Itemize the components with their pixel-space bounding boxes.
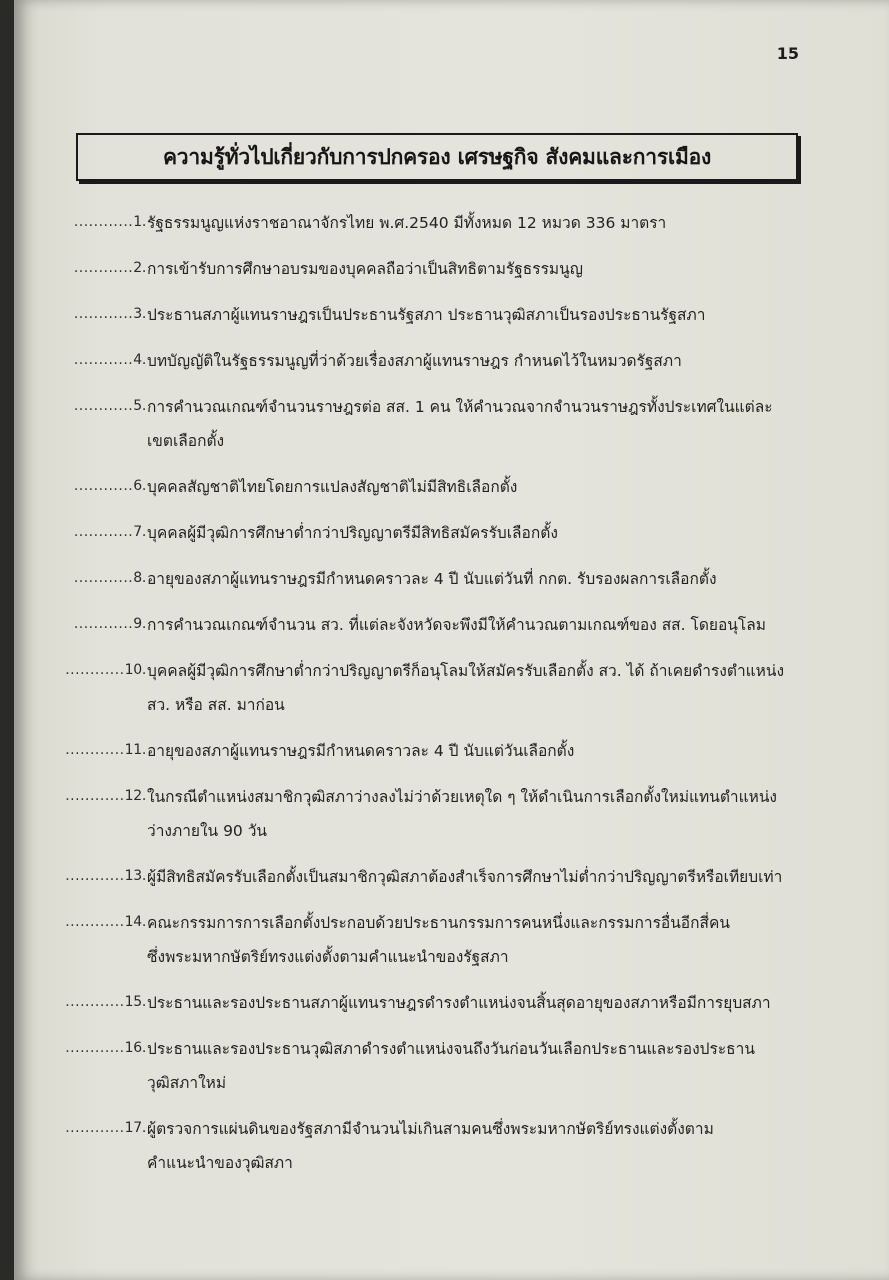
item-number: 9. <box>133 616 146 632</box>
list-item-first-line <box>14 779 889 813</box>
statement-text: ว่างภายใน 90 วัน <box>147 821 268 840</box>
list-item-continuation-line <box>14 423 889 457</box>
statement-text: บุคคลผู้มีวุฒิการศึกษาต่ำกว่าปริญญาตรีมีสิทธิสมัครรับเลือกตั้ง <box>147 523 558 542</box>
answer-blank-and-number[interactable] <box>65 662 146 678</box>
answer-blank-and-number[interactable] <box>65 994 146 1010</box>
list-item-first-line <box>14 469 889 503</box>
answer-blank[interactable]: ............ <box>73 214 134 230</box>
answer-blank[interactable]: ............ <box>65 742 125 758</box>
item-number: 17. <box>124 1120 146 1136</box>
answer-blank[interactable]: ............ <box>73 616 134 632</box>
item-number: 8. <box>133 570 146 586</box>
list-item-first-line <box>14 653 889 687</box>
statement-text: ประธานสภาผู้แทนราษฎรเป็นประธานรัฐสภา ประธานวุฒิสภาเป็นรองประธานรัฐสภา <box>147 305 706 324</box>
item-number: 12. <box>124 788 146 804</box>
answer-blank[interactable]: ............ <box>65 994 125 1010</box>
list-item-first-line <box>14 859 889 893</box>
list-item <box>14 733 889 767</box>
item-number: 3. <box>133 306 146 322</box>
answer-blank-and-number[interactable] <box>65 868 146 884</box>
item-number: 6. <box>133 478 146 494</box>
answer-blank[interactable]: ............ <box>65 788 125 804</box>
list-item-first-line <box>14 343 889 377</box>
answer-blank-and-number[interactable] <box>65 1120 146 1136</box>
statement-text: ผู้มีสิทธิสมัครรับเลือกตั้งเป็นสมาชิกวุฒิสภาต้องสำเร็จการศึกษาไม่ต่ำกว่าปริญญาตรีหรือเทียบเท่า <box>147 867 783 886</box>
statement-text: ในกรณีตำแหน่งสมาชิกวุฒิสภาว่างลงไม่ว่าด้วยเหตุใด ๆ ให้ดำเนินการเลือกตั้งใหม่แทนตำแหน่ง <box>147 787 778 806</box>
statement-text: วุฒิสภาใหม่ <box>147 1073 227 1092</box>
list-item <box>14 985 889 1019</box>
item-number: 11. <box>124 742 146 758</box>
list-item <box>14 779 889 847</box>
answer-blank-and-number[interactable] <box>74 398 146 414</box>
list-item <box>14 905 889 973</box>
statement-text: การคำนวณเกณฑ์จำนวน สว. ที่แต่ละจังหวัดจะพึงมีให้คำนวณตามเกณฑ์ของ สส. โดยอนุโลม <box>147 615 766 634</box>
statement-text: บทบัญญัติในรัฐธรรมนูญที่ว่าด้วยเรื่องสภาผู้แทนราษฎร กำหนดไว้ในหมวดรัฐสภา <box>147 351 682 370</box>
list-item <box>14 251 889 285</box>
list-item <box>14 515 889 549</box>
answer-blank-and-number[interactable] <box>65 788 146 804</box>
statement-list <box>14 205 889 1191</box>
item-number: 5. <box>133 398 146 414</box>
list-item-first-line <box>14 733 889 767</box>
section-title: ความรู้ทั่วไปเกี่ยวกับการปกครอง เศรษฐกิจ สังคมและการเมือง <box>162 144 712 169</box>
list-item <box>14 297 889 331</box>
list-item-first-line <box>14 905 889 939</box>
list-item <box>14 653 889 721</box>
statement-text: ซึ่งพระมหากษัตริย์ทรงแต่งตั้งตามคำแนะนำของรัฐสภา <box>147 947 509 966</box>
list-item <box>14 343 889 377</box>
list-item <box>14 389 889 457</box>
item-number: 16. <box>124 1040 146 1056</box>
list-item-first-line <box>14 1031 889 1065</box>
item-number: 2. <box>133 260 146 276</box>
answer-blank[interactable]: ............ <box>65 914 125 930</box>
answer-blank[interactable]: ............ <box>73 260 134 276</box>
answer-blank-and-number[interactable] <box>65 742 146 758</box>
list-item-first-line <box>14 389 889 423</box>
section-title-box <box>76 133 798 181</box>
answer-blank-and-number[interactable] <box>74 478 146 494</box>
list-item <box>14 205 889 239</box>
statement-text: คณะกรรมการการเลือกตั้งประกอบด้วยประธานกรรมการคนหนึ่งและกรรมการอื่นอีกสี่คน <box>147 913 730 932</box>
list-item <box>14 469 889 503</box>
statement-text: การเข้ารับการศึกษาอบรมของบุคคลถือว่าเป็นสิทธิตามรัฐธรรมนูญ <box>147 259 583 278</box>
answer-blank-and-number[interactable] <box>74 306 146 322</box>
answer-blank[interactable]: ............ <box>73 478 134 494</box>
statement-text: บุคคลผู้มีวุฒิการศึกษาต่ำกว่าปริญญาตรีก็อนุโลมให้สมัครรับเลือกตั้ง สว. ได้ ถ้าเคยดำรงตำแหน่ง <box>147 661 785 680</box>
statement-text: ประธานและรองประธานวุฒิสภาดำรงตำแหน่งจนถึงวันก่อนวันเลือกประธานและรองประธาน <box>147 1039 755 1058</box>
statement-text: คำแนะนำของวุฒิสภา <box>147 1153 293 1172</box>
list-item-first-line <box>14 561 889 595</box>
answer-blank[interactable]: ............ <box>73 352 134 368</box>
list-item <box>14 1111 889 1179</box>
statement-text: การคำนวณเกณฑ์จำนวนราษฎรต่อ สส. 1 คน ให้คำนวณจากจำนวนราษฎรทั้งประเทศในแต่ละ <box>147 397 773 416</box>
answer-blank[interactable]: ............ <box>73 306 134 322</box>
answer-blank-and-number[interactable] <box>74 260 146 276</box>
answer-blank[interactable]: ............ <box>65 662 125 678</box>
list-item-first-line <box>14 1111 889 1145</box>
statement-text: อายุของสภาผู้แทนราษฎรมีกำหนดคราวละ 4 ปี นับแต่วันเลือกตั้ง <box>147 741 575 760</box>
item-number: 15. <box>124 994 146 1010</box>
statement-text: บุคคลสัญชาติไทยโดยการแปลงสัญชาติไม่มีสิทธิเลือกตั้ง <box>147 477 518 496</box>
list-item-continuation-line <box>14 687 889 721</box>
page-number: 15 <box>776 44 799 63</box>
list-item-continuation-line <box>14 1145 889 1179</box>
list-item-first-line <box>14 205 889 239</box>
statement-text: สว. หรือ สส. มาก่อน <box>147 695 285 714</box>
answer-blank[interactable]: ............ <box>65 1040 125 1056</box>
statement-text: อายุของสภาผู้แทนราษฎรมีกำหนดคราวละ 4 ปี นับแต่วันที่ กกต. รับรองผลการเลือกตั้ง <box>147 569 717 588</box>
list-item-first-line <box>14 515 889 549</box>
list-item <box>14 561 889 595</box>
answer-blank[interactable]: ............ <box>65 868 125 884</box>
answer-blank[interactable]: ............ <box>65 1120 125 1136</box>
answer-blank[interactable]: ............ <box>73 570 134 586</box>
answer-blank-and-number[interactable] <box>74 570 146 586</box>
item-number: 13. <box>124 868 146 884</box>
answer-blank-and-number[interactable] <box>65 914 146 930</box>
statement-text: รัฐธรรมนูญแห่งราชอาณาจักรไทย พ.ศ.2540 มีทั้งหมด 12 หมวด 336 มาตรา <box>147 213 667 232</box>
list-item-continuation-line <box>14 939 889 973</box>
answer-blank-and-number[interactable] <box>74 214 146 230</box>
document-page <box>14 0 889 1280</box>
list-item-first-line <box>14 985 889 1019</box>
list-item <box>14 859 889 893</box>
list-item <box>14 1031 889 1099</box>
list-item-continuation-line <box>14 813 889 847</box>
list-item-continuation-line <box>14 1065 889 1099</box>
answer-blank[interactable]: ............ <box>73 398 134 414</box>
statement-text: ผู้ตรวจการแผ่นดินของรัฐสภามีจำนวนไม่เกินสามคนซึ่งพระมหากษัตริย์ทรงแต่งตั้งตาม <box>147 1119 714 1138</box>
answer-blank-and-number[interactable] <box>74 616 146 632</box>
item-number: 7. <box>133 524 146 540</box>
item-number: 4. <box>133 352 146 368</box>
statement-text: เขตเลือกตั้ง <box>147 431 225 450</box>
answer-blank-and-number[interactable] <box>74 352 146 368</box>
list-item-first-line <box>14 297 889 331</box>
item-number: 1. <box>133 214 146 230</box>
item-number: 10. <box>124 662 146 678</box>
answer-blank[interactable]: ............ <box>73 524 134 540</box>
answer-blank-and-number[interactable] <box>74 524 146 540</box>
answer-blank-and-number[interactable] <box>65 1040 146 1056</box>
list-item-first-line <box>14 607 889 641</box>
item-number: 14. <box>124 914 146 930</box>
statement-text: ประธานและรองประธานสภาผู้แทนราษฎรดำรงตำแหน่งจนสิ้นสุดอายุของสภาหรือมีการยุบสภา <box>147 993 771 1012</box>
list-item-first-line <box>14 251 889 285</box>
list-item <box>14 607 889 641</box>
